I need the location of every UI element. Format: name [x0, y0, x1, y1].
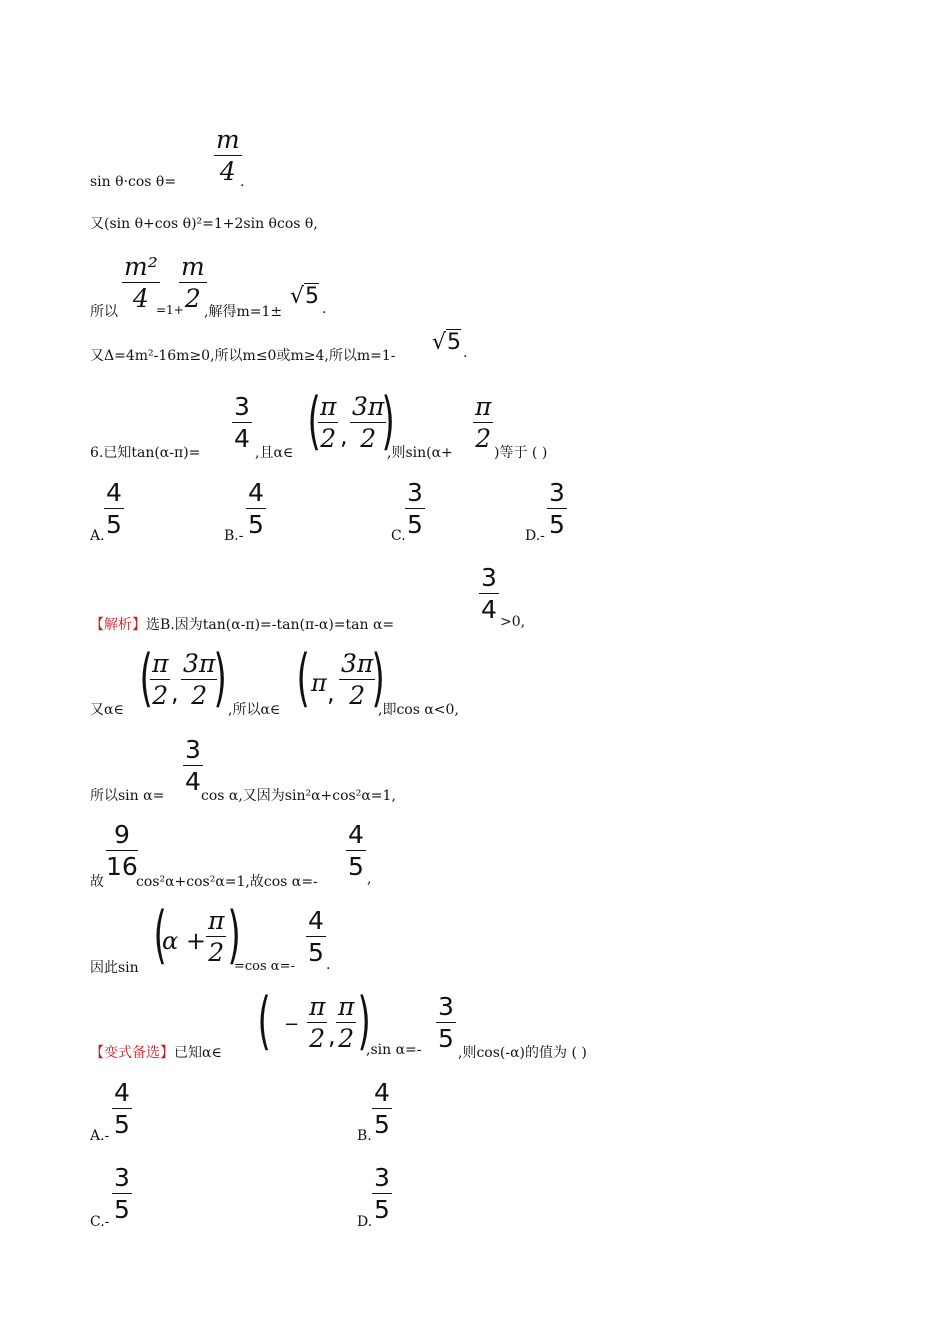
fraction-3pi-over-2 — [339, 651, 375, 708]
numerator: π — [475, 392, 492, 421]
denominator: 5 — [106, 510, 122, 539]
comma: , — [340, 422, 348, 450]
sqrt-5: √5 — [432, 330, 462, 355]
alpha-plus: α + — [162, 927, 214, 955]
denominator: 2 — [208, 938, 225, 967]
denominator: 5 — [248, 510, 264, 539]
left-paren: ( — [307, 384, 321, 457]
fraction-3-over-5 — [436, 994, 456, 1051]
numerator: 9 — [113, 820, 130, 849]
denominator: 5 — [374, 1195, 390, 1224]
numerator: 3π — [341, 649, 374, 678]
numerator: π — [152, 649, 169, 678]
numerator: m — [216, 125, 240, 154]
variant-option-c-fraction[interactable] — [112, 1165, 132, 1222]
fraction-m2-over-4 — [122, 254, 160, 311]
numerator: 4 — [114, 1078, 130, 1107]
option-c-fraction[interactable] — [405, 480, 425, 537]
denominator: 5 — [308, 938, 324, 967]
numerator: 4 — [348, 820, 364, 849]
text-segment: 已知α∈ — [174, 1045, 222, 1061]
text-segment: ,则cos(-α)的值为 ( ) — [458, 1045, 587, 1061]
right-paren: ) — [381, 384, 395, 457]
solution-line-3a: 所以sin α= — [90, 788, 165, 804]
text-segment: ,即cos α<0, — [378, 702, 459, 718]
numerator: 3 — [438, 992, 454, 1021]
numerator: m² — [124, 252, 158, 281]
numerator: 4 — [374, 1078, 390, 1107]
period: . — [326, 957, 331, 973]
numerator: 4 — [248, 478, 264, 507]
text-segment: ,所以α∈ — [228, 702, 281, 718]
period: . — [463, 345, 468, 361]
solution-line-4a: 故 — [90, 874, 104, 890]
text-segment: ,且α∈ — [255, 445, 294, 461]
solution-line-1 — [90, 614, 394, 634]
text-segment: ,sin α=- — [366, 1042, 422, 1058]
denominator: 16 — [106, 852, 138, 881]
option-d-fraction[interactable] — [547, 480, 567, 537]
text-segment: cos α,又因为sin²α+cos²α=1, — [201, 788, 396, 804]
denominator: 5 — [549, 510, 565, 539]
option-a-fraction[interactable] — [104, 480, 124, 537]
solution-tag: 【解析】 — [90, 617, 146, 633]
denominator: 4 — [219, 157, 236, 186]
text-segment: sin θ·cos θ= — [90, 174, 177, 190]
option-a-label[interactable]: A. — [90, 528, 105, 544]
denominator: 2 — [309, 1024, 326, 1053]
right-paren: ) — [357, 984, 371, 1057]
comma: , — [327, 679, 335, 707]
fraction-pi-over-2 — [307, 994, 327, 1051]
right-paren: ) — [371, 641, 385, 714]
denominator: 4 — [481, 595, 497, 624]
right-paren: ) — [227, 898, 241, 971]
fraction-pi-over-2 — [150, 651, 170, 708]
numerator: π — [309, 992, 326, 1021]
denominator: 2 — [320, 424, 337, 453]
numerator: 3 — [185, 735, 201, 764]
numerator: 3 — [481, 563, 497, 592]
right-paren: ) — [213, 641, 227, 714]
text-segment: =cos α=- — [234, 959, 295, 974]
numerator: 3 — [407, 478, 423, 507]
pi-symbol: π — [311, 669, 327, 697]
denominator: 5 — [114, 1110, 130, 1139]
text-segment: 选B.因为tan(α-π)=-tan(π-α)=tan α= — [146, 617, 395, 633]
radicand: 5 — [305, 284, 320, 309]
numerator: 4 — [308, 906, 324, 935]
text-line-4: 又Δ=4m²-16m≥0,所以m≤0或m≥4,所以m=1- — [90, 348, 396, 364]
denominator: 5 — [374, 1110, 390, 1139]
period: . — [322, 301, 327, 317]
minus-sign: − — [284, 1014, 300, 1035]
variant-tag: 【变式备选】 — [90, 1045, 174, 1061]
denominator: 4 — [185, 767, 201, 796]
numerator: 3π — [352, 392, 385, 421]
left-paren: ( — [153, 898, 167, 971]
variant-option-d-label[interactable]: D. — [357, 1214, 373, 1230]
variant-option-a-label[interactable]: A.- — [90, 1128, 110, 1144]
left-paren: ( — [257, 984, 271, 1057]
option-d-label[interactable]: D.- — [525, 528, 545, 544]
numerator: 4 — [106, 478, 122, 507]
left-paren: ( — [139, 641, 153, 714]
variant-option-b-fraction[interactable] — [372, 1080, 392, 1137]
fraction-4-over-5 — [306, 908, 326, 965]
text-segment: ,则sin(α+ — [387, 445, 453, 461]
fraction-m-over-4 — [214, 127, 242, 184]
fraction-pi-over-2 — [318, 394, 338, 451]
denominator: 4 — [132, 284, 149, 313]
numerator: 3π — [183, 649, 216, 678]
solution-line-2a: 又α∈ — [90, 702, 124, 718]
text-segment: >0, — [500, 614, 526, 630]
radicand: 5 — [447, 330, 462, 355]
numerator: 3 — [114, 1163, 130, 1192]
period: . — [240, 174, 245, 190]
text-segment: cos²α+cos²α=1,故cos α=- — [136, 874, 318, 890]
denominator: 2 — [338, 1024, 355, 1053]
fraction-3-over-4 — [183, 737, 203, 794]
variant-option-c-label[interactable]: C.- — [90, 1214, 110, 1230]
denominator: 2 — [360, 424, 377, 453]
text-line-3a: 所以 — [90, 304, 118, 320]
denominator: 2 — [184, 284, 201, 313]
comma: , — [328, 1022, 336, 1050]
text-line-2: 又(sin θ+cos θ)²=1+2sin θcos θ, — [90, 216, 318, 232]
fraction-3-over-4 — [232, 394, 252, 451]
numerator: 3 — [374, 1163, 390, 1192]
variant-stem — [90, 1042, 222, 1062]
denominator: 2 — [475, 424, 492, 453]
numerator: π — [208, 906, 225, 935]
text-line-1 — [90, 174, 176, 190]
sqrt-5: √5 — [290, 284, 320, 309]
variant-option-d-fraction[interactable] — [372, 1165, 392, 1222]
fraction-3-over-4 — [479, 565, 499, 622]
denominator: 2 — [152, 681, 169, 710]
option-b-label[interactable]: B.- — [224, 528, 244, 544]
fraction-3pi-over-2 — [181, 651, 217, 708]
fraction-m-over-2 — [179, 254, 207, 311]
option-b-fraction[interactable] — [246, 480, 266, 537]
question-6-stem: 6.已知tan(α-π)= — [90, 445, 201, 461]
denominator: 5 — [114, 1195, 130, 1224]
left-paren: ( — [296, 641, 310, 714]
fraction-pi-over-2 — [336, 994, 356, 1051]
comma: , — [171, 679, 179, 707]
variant-option-a-fraction[interactable] — [112, 1080, 132, 1137]
numerator: 3 — [549, 478, 565, 507]
numerator: π — [338, 992, 355, 1021]
denominator: 2 — [191, 681, 208, 710]
text-segment: =1+ — [156, 303, 184, 317]
denominator: 5 — [438, 1024, 454, 1053]
numerator: π — [320, 392, 337, 421]
denominator: 5 — [348, 852, 364, 881]
text-segment: )等于 ( ) — [494, 445, 548, 461]
numerator: m — [181, 252, 205, 281]
option-c-label[interactable]: C. — [391, 528, 406, 544]
fraction-4-over-5 — [346, 822, 366, 879]
denominator: 5 — [407, 510, 423, 539]
fraction-pi-over-2 — [206, 908, 226, 965]
text-segment: ,解得m=1± — [204, 304, 283, 320]
solution-line-5a: 因此sin — [90, 960, 139, 976]
fraction-pi-over-2 — [473, 394, 493, 451]
variant-option-b-label[interactable]: B. — [357, 1128, 372, 1144]
fraction-9-over-16 — [106, 822, 138, 879]
denominator: 4 — [234, 424, 250, 453]
numerator: 3 — [234, 392, 250, 421]
denominator: 2 — [349, 681, 366, 710]
text-segment: , — [367, 871, 372, 887]
